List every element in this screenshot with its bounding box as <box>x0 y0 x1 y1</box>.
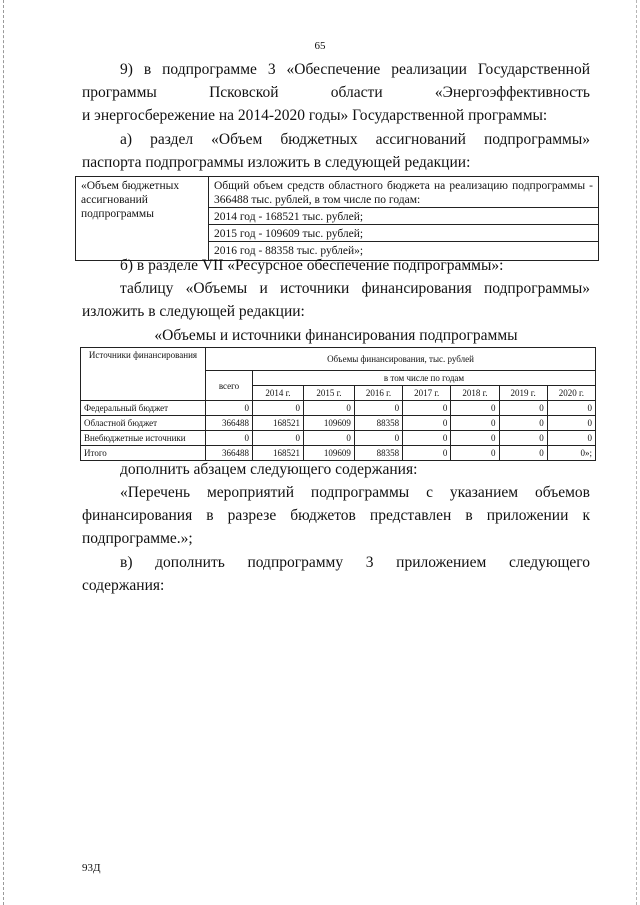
cell-2016: 0 <box>354 431 402 446</box>
row-name: Федеральный бюджет <box>81 401 206 416</box>
cell-2014: 168521 <box>253 446 304 461</box>
quote-line3: подпрограмме.»; <box>82 530 193 547</box>
item9-line3: и энергосбережение на 2014-2020 годы» Государственной программы: <box>82 107 548 124</box>
cell-2020: 0 <box>547 401 595 416</box>
passport-row-2016: 2016 год - 88358 тыс. рублей»; <box>209 241 598 258</box>
cell-2014: 0 <box>253 431 304 446</box>
item-a-line2: паспорта подпрограммы изложить в следующей редакции: <box>82 154 471 171</box>
cell-2017: 0 <box>403 446 451 461</box>
cell-2019: 0 <box>499 416 547 431</box>
cell-2019: 0 <box>499 446 547 461</box>
cell-2018: 0 <box>451 401 499 416</box>
cell-2018: 0 <box>451 446 499 461</box>
row-name: Областной бюджет <box>81 416 206 431</box>
cell-2016: 88358 <box>354 416 402 431</box>
cell-2019: 0 <box>499 401 547 416</box>
quote-line1: «Перечень мероприятий подпрограммы с указанием объемов <box>120 484 590 501</box>
cell-2015: 109609 <box>303 416 354 431</box>
year-2017: 2017 г. <box>403 386 451 401</box>
year-2014: 2014 г. <box>253 386 304 401</box>
cell-2016: 0 <box>354 401 402 416</box>
item-b-line1: б) в разделе VII «Ресурсное обеспечение подпрограммы»: <box>120 257 504 274</box>
cell-2020: 0»; <box>547 446 595 461</box>
year-2016: 2016 г. <box>354 386 402 401</box>
item-a-line1: а) раздел «Объем бюджетных ассигнований подпрограммы» <box>120 131 590 148</box>
financing-table <box>80 347 596 461</box>
cell-2015: 0 <box>303 431 354 446</box>
table-row <box>81 431 596 446</box>
year-2020: 2020 г. <box>547 386 595 401</box>
table-row <box>81 416 596 431</box>
scan-edge-left <box>3 0 4 905</box>
page-number: 65 <box>314 40 326 52</box>
footer-code: 93Д <box>82 862 101 874</box>
after-table-text: дополнить абзацем следующего содержания: <box>120 461 418 478</box>
item-b-line3: изложить в следующей редакции: <box>82 303 305 320</box>
header-volumes: Объемы финансирования, тыс. рублей <box>206 348 596 371</box>
year-2019: 2019 г. <box>499 386 547 401</box>
cell-2018: 0 <box>451 416 499 431</box>
item-v-line2: содержания: <box>82 577 165 594</box>
row-name: Итого <box>81 446 206 461</box>
scan-edge-right <box>636 0 637 905</box>
cell-2016: 88358 <box>354 446 402 461</box>
cell-2017: 0 <box>403 401 451 416</box>
passport-right-cell <box>209 177 599 261</box>
passport-row-2015: 2015 год - 109609 тыс. рублей; <box>209 224 598 241</box>
quote-line2: финансирования в разрезе бюджетов представлен в приложении к <box>82 507 590 524</box>
passport-table <box>75 176 599 261</box>
table-row <box>81 401 596 416</box>
year-2018: 2018 г. <box>451 386 499 401</box>
cell-total: 0 <box>206 431 253 446</box>
cell-2018: 0 <box>451 431 499 446</box>
header-sources: Источники финансирования <box>81 348 206 401</box>
cell-2014: 0 <box>253 401 304 416</box>
cell-total: 366488 <box>206 446 253 461</box>
item9-line2: программы Псковской области «Энергоэффективность <box>82 84 590 101</box>
cell-2017: 0 <box>403 416 451 431</box>
year-2015: 2015 г. <box>303 386 354 401</box>
row-name: Внебюджетные источники <box>81 431 206 446</box>
cell-2015: 0 <box>303 401 354 416</box>
cell-2019: 0 <box>499 431 547 446</box>
item-b-line2: таблицу «Объемы и источники финансирования подпрограммы» <box>120 280 590 297</box>
item9-line1: 9) в подпрограмме 3 «Обеспечение реализации Государственной <box>120 61 590 78</box>
item-v-line1: в) дополнить подпрограмму 3 приложением следующего <box>120 554 590 571</box>
cell-2017: 0 <box>403 431 451 446</box>
passport-total-text: Общий объем средств областного бюджета на реализацию подпрограммы - 366488 тыс. рублей, в том числе по годам: <box>214 180 593 206</box>
header-by-year: в том числе по годам <box>253 371 596 386</box>
header-total: всего <box>206 371 253 401</box>
cell-2015: 109609 <box>303 446 354 461</box>
passport-row-2014: 2014 год - 168521 тыс. рублей; <box>209 207 598 224</box>
cell-total: 0 <box>206 401 253 416</box>
cell-total: 366488 <box>206 416 253 431</box>
cell-2014: 168521 <box>253 416 304 431</box>
table-title: «Объемы и источники финансирования подпрограммы <box>154 327 518 344</box>
cell-2020: 0 <box>547 416 595 431</box>
cell-2020: 0 <box>547 431 595 446</box>
passport-left-cell: «Объем бюджетных ассигнований подпрограммы <box>76 177 209 261</box>
